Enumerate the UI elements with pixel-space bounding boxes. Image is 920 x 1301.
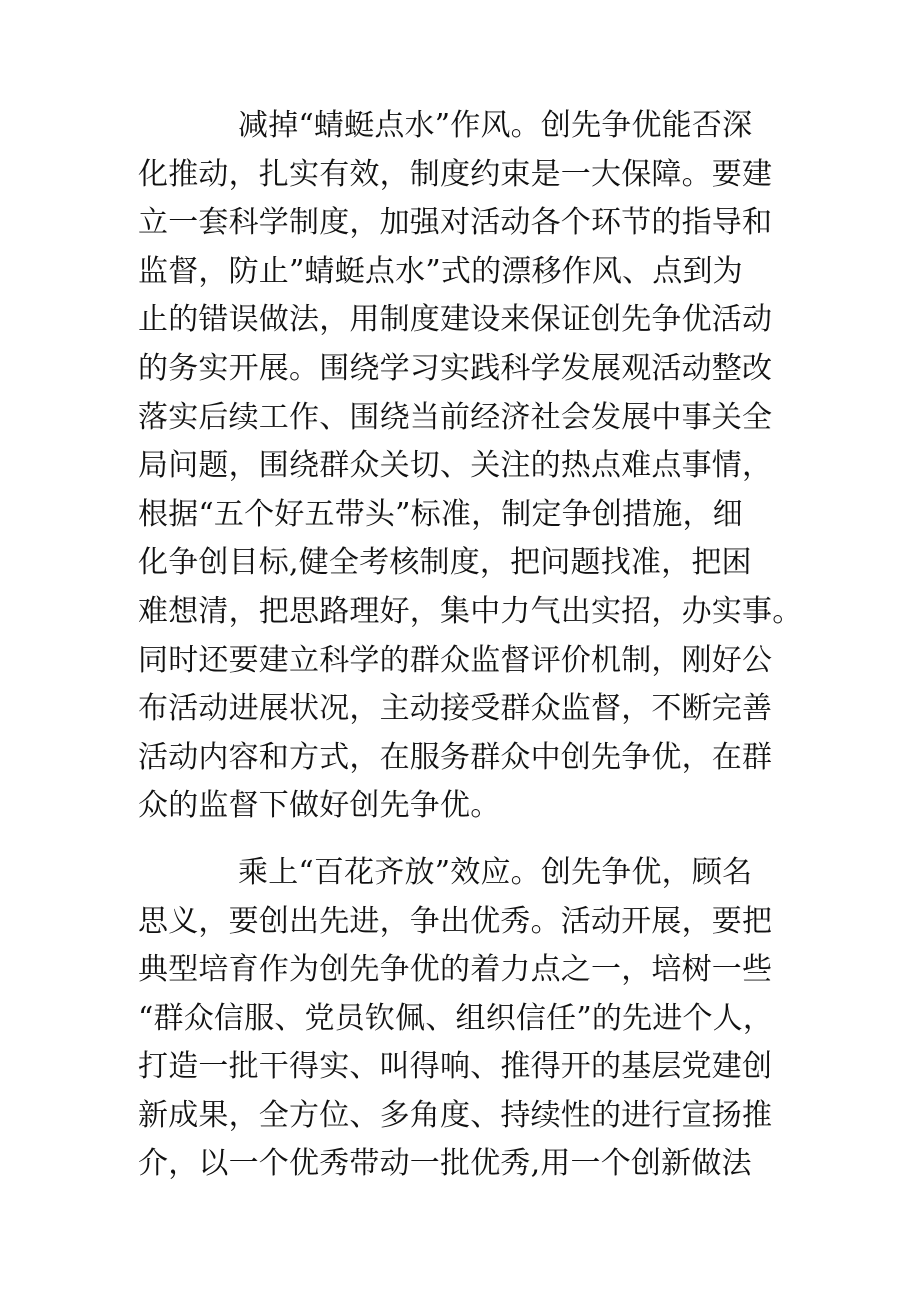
text-line: 介，以一个优秀带动一批优秀,用一个创新做法 [138, 1146, 752, 1182]
text-line: 布活动进展状况，主动接受群众监督，不断完善 [138, 691, 773, 727]
document-page [138, 102, 803, 1189]
paragraph-1 [138, 102, 803, 831]
text-line: 止的错误做法，用制度建设来保证创先争优活动 [138, 302, 773, 338]
text-line: 新成果，全方位、多角度、持续性的进行宣扬推 [138, 1097, 773, 1133]
text-line: 立一套科学制度，加强对活动各个环节的指导和 [138, 205, 773, 241]
text-line: 化推动，扎实有效，制度约束是一大保障。要建 [138, 156, 773, 192]
text-line: 典型培育作为创先争优的着力点之一，培树一些 [138, 952, 773, 988]
text-line: 众的监督下做好创先争优。 [138, 788, 501, 824]
text-line: 落实后续工作、围绕当前经济社会发展中事关全 [138, 399, 773, 435]
text-line: 局问题，围绕群众关切、关注的热点难点事情， [138, 448, 773, 484]
text-line: 根据“五个好五带头”标准，制定争创措施，细 [138, 496, 743, 532]
text-line: 思义，要创出先进，争出优秀。活动开展，要把 [138, 903, 773, 939]
paragraph-2 [138, 849, 788, 1189]
text-line: 活动内容和方式，在服务群众中创先争优，在群 [138, 739, 773, 775]
text-line: 的务实开展。围绕学习实践科学发展观活动整改 [138, 350, 773, 386]
text-line: 打造一批干得实、叫得响、推得开的基层党建创 [138, 1049, 773, 1085]
text-line: “群众信服、党员钦佩、组织信任”的先进个人， [138, 1000, 774, 1036]
text-line: 同时还要建立科学的群众监督评价机制，刚好公 [138, 642, 773, 678]
text-line: 乘上“百花齐放”效应。创先争优，顾名 [238, 854, 753, 890]
text-line: 减掉“蜻蜓点水”作风。创先争优能否深 [238, 108, 753, 143]
text-line: 化争创目标,健全考核制度，把问题找准，把困 [138, 545, 752, 581]
text-line: 难想清，把思路理好，集中力气出实招，办实事。 [138, 593, 803, 629]
paragraph-spacer [138, 831, 788, 849]
text-line: 监督，防止”蜻蜓点水”式的漂移作风、点到为 [138, 253, 743, 289]
